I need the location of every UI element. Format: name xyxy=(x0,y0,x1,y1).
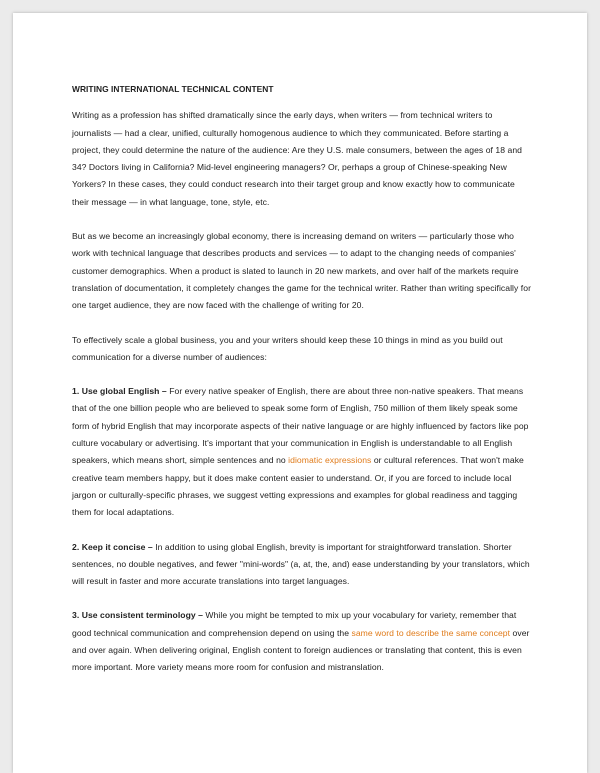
item-heading: 2. Keep it concise – xyxy=(72,541,153,552)
list-item-keep-concise xyxy=(72,539,534,591)
item-text: In addition to using global English, brevity is important for straightforward translation. Shorter sentences, no double negatives, and fewer "mini-words" (a, at, the, and) ease understanding by your translators, which will result in faster and more accurate translations into target languages. xyxy=(72,541,530,587)
list-item-global-english xyxy=(72,383,534,521)
document-body xyxy=(72,81,534,694)
document-title: WRITING INTERNATIONAL TECHNICAL CONTENT xyxy=(72,84,274,94)
paragraph-global-economy: But as we become an increasingly global economy, there is increasing demand on writers — particularly those who work with technical language that describes products and services — to adapt to the changing needs of companies' customer demographics. When a product is slated to launch in 20 new markets, and over half of the markets require translation of documentation, it completely changes the game for the technical writer. Rather than writing specifically for one target audience, they are now faced with the challenge of writing for 20. xyxy=(72,231,531,311)
paragraph-intro: Writing as a profession has shifted dramatically since the early days, when writers — from technical writers to journalists — had a clear, unified, culturally homogenous audience to which they communicated. Before starting a project, they could determine the nature of the audience: Are they U.S. male consumers, between the ages of 18 and 34? Doctors living in California? Mid-level engineering managers? Or, perhaps a group of Chinese-speaking New Yorkers? In these cases, they could conduct research into their target group and know exactly how to communicate their message — in what language, tone, style, etc. xyxy=(72,110,522,207)
item-heading: 3. Use consistent terminology – xyxy=(72,610,203,621)
idiomatic-expressions-link[interactable]: idiomatic expressions xyxy=(288,455,372,466)
item-text: over and over again. When delivering original, English content to foreign audiences or translating that content, this is even more important. More variety means more room for confusion and mistranslation. xyxy=(72,627,530,673)
list-item-consistent-terminology xyxy=(72,607,534,676)
item-text: For every native speaker of English, there are about three non-native speakers. That means that of the one billion people who are believed to speak some form of English, 750 million of them likely speak some form of hybrid English that may incorporate aspects of their native language or are highly influenced by factors like pop culture vocabulary or advertising. It's important that your communication in English is understandable to all English speakers, which means short, simple sentences and no xyxy=(72,386,529,466)
paragraph-ten-things: To effectively scale a global business, you and your writers should keep these 10 things in mind as you build out communication for a diverse number of audiences: xyxy=(72,334,503,362)
item-text: While you might be tempted to mix up your vocabulary for variety, remember that good technical communication and comprehension depend on using the xyxy=(72,610,517,638)
item-heading: 1. Use global English – xyxy=(72,386,167,397)
document-page xyxy=(13,13,587,773)
same-word-link[interactable]: same word to describe the same concept xyxy=(351,627,511,638)
item-text: or cultural references. That won't make creative team members happy, but it does make content easier to understand. Or, if you are forced to include local jargon or culturally-specific phrases, we suggest vetting expressions and examples for global readiness and tagging them for local adaptations. xyxy=(72,455,524,518)
